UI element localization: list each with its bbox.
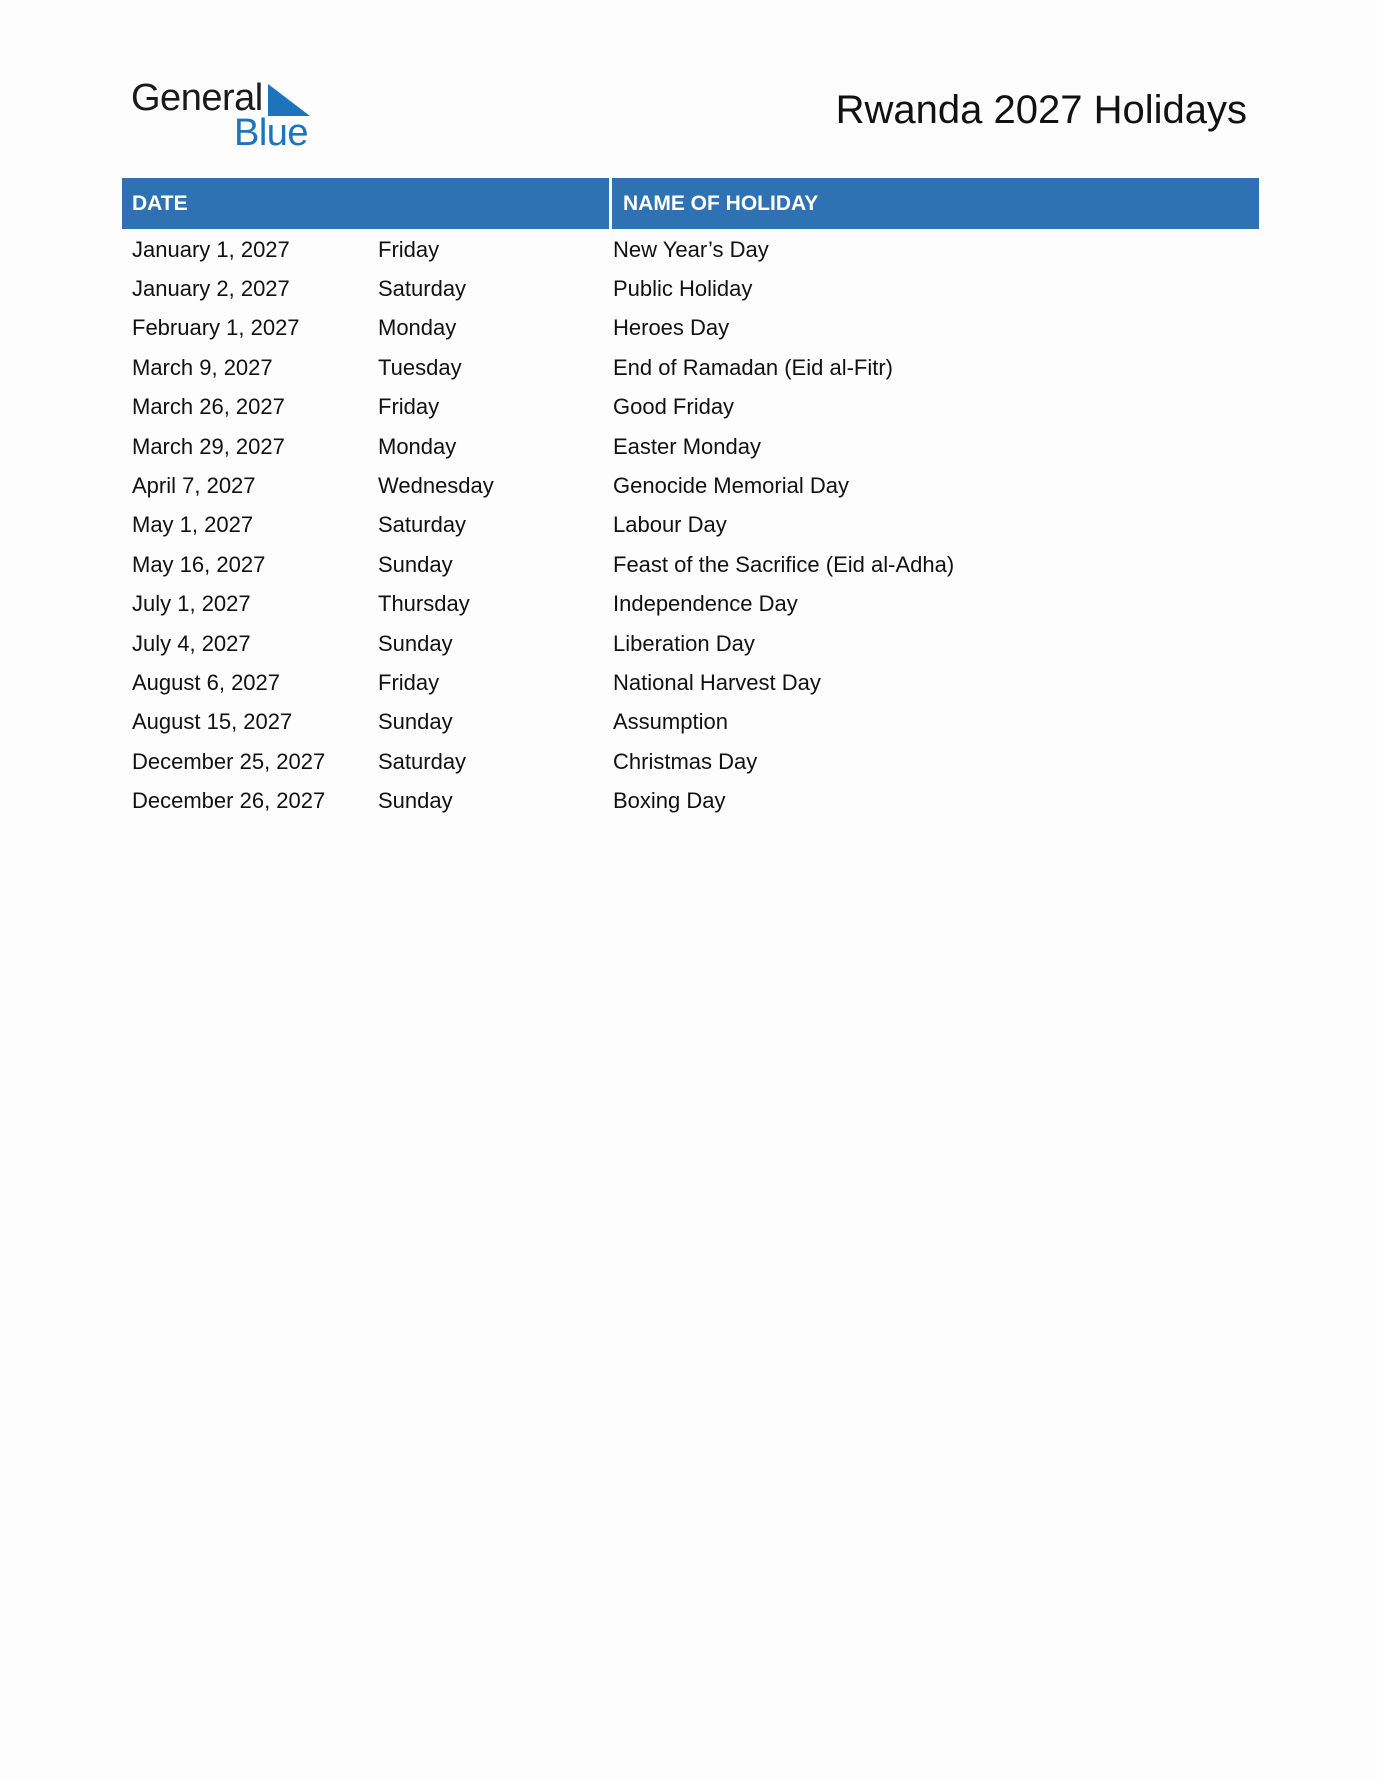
table-body bbox=[122, 230, 1259, 821]
holiday-weekday: Sunday bbox=[378, 551, 453, 577]
holiday-weekday: Tuesday bbox=[378, 354, 462, 380]
holiday-date: May 1, 2027 bbox=[132, 512, 254, 538]
table-row bbox=[122, 348, 1259, 387]
holiday-date: August 15, 2027 bbox=[132, 709, 293, 735]
table-row bbox=[122, 506, 1259, 545]
holiday-date: March 29, 2027 bbox=[132, 433, 285, 459]
holiday-name: Public Holiday bbox=[613, 276, 753, 302]
holiday-weekday: Monday bbox=[378, 433, 457, 459]
table-row bbox=[122, 624, 1259, 663]
table-row bbox=[122, 269, 1259, 308]
holiday-name: Good Friday bbox=[613, 394, 735, 420]
holiday-date: January 1, 2027 bbox=[132, 236, 290, 262]
holiday-date: May 16, 2027 bbox=[132, 551, 266, 577]
holiday-name: Easter Monday bbox=[613, 433, 761, 459]
holiday-name: Boxing Day bbox=[613, 788, 726, 814]
table-row bbox=[122, 742, 1259, 781]
holiday-name: Feast of the Sacrifice (Eid al-Adha) bbox=[613, 551, 955, 577]
holiday-date: April 7, 2027 bbox=[132, 473, 256, 499]
holiday-weekday: Saturday bbox=[378, 512, 467, 538]
holiday-name: National Harvest Day bbox=[613, 669, 821, 695]
holiday-date: August 6, 2027 bbox=[132, 669, 281, 695]
table-row bbox=[122, 585, 1259, 624]
holiday-name: Independence Day bbox=[613, 591, 798, 617]
logo-word-general: General bbox=[131, 77, 263, 119]
table-row bbox=[122, 703, 1259, 742]
holiday-weekday: Friday bbox=[378, 394, 440, 420]
holiday-name: Genocide Memorial Day bbox=[613, 473, 849, 499]
holiday-name: Labour Day bbox=[613, 512, 727, 538]
holiday-name: Assumption bbox=[613, 709, 728, 735]
table-row bbox=[122, 466, 1259, 505]
table-row bbox=[122, 781, 1259, 820]
holiday-date: December 25, 2027 bbox=[132, 748, 326, 774]
holiday-weekday: Sunday bbox=[378, 709, 453, 735]
holiday-name: Heroes Day bbox=[613, 315, 730, 341]
holiday-date: March 26, 2027 bbox=[132, 394, 285, 420]
table-row bbox=[122, 427, 1259, 466]
holiday-name: Christmas Day bbox=[613, 748, 758, 774]
logo-word-blue: Blue bbox=[234, 112, 309, 154]
holiday-weekday: Saturday bbox=[378, 276, 467, 302]
header-holiday-name: NAME OF HOLIDAY bbox=[612, 178, 1259, 229]
holiday-weekday: Sunday bbox=[378, 788, 453, 814]
header-date: DATE bbox=[122, 178, 609, 229]
holiday-date: July 1, 2027 bbox=[132, 591, 251, 617]
holiday-weekday: Wednesday bbox=[378, 473, 494, 499]
page-title: Rwanda 2027 Holidays bbox=[835, 88, 1247, 132]
holiday-weekday: Thursday bbox=[378, 591, 470, 617]
table-header bbox=[122, 178, 1259, 229]
holiday-name: Liberation Day bbox=[613, 630, 755, 656]
table-row bbox=[122, 663, 1259, 702]
holiday-weekday: Friday bbox=[378, 236, 440, 262]
holiday-date: March 9, 2027 bbox=[132, 354, 273, 380]
table-row bbox=[122, 388, 1259, 427]
table-row bbox=[122, 545, 1259, 584]
table-row bbox=[122, 230, 1259, 269]
holiday-weekday: Friday bbox=[378, 669, 440, 695]
holiday-date: December 26, 2027 bbox=[132, 788, 326, 814]
table-row bbox=[122, 309, 1259, 348]
holiday-date: January 2, 2027 bbox=[132, 276, 290, 302]
holiday-weekday: Monday bbox=[378, 315, 457, 341]
holiday-date: July 4, 2027 bbox=[132, 630, 251, 656]
holiday-date: February 1, 2027 bbox=[132, 315, 300, 341]
holiday-weekday: Sunday bbox=[378, 630, 453, 656]
holiday-name: New Year’s Day bbox=[613, 236, 769, 262]
holiday-table bbox=[122, 178, 1259, 821]
holiday-name: End of Ramadan (Eid al-Fitr) bbox=[613, 354, 893, 380]
holiday-weekday: Saturday bbox=[378, 748, 467, 774]
generalblue-logo bbox=[131, 76, 331, 154]
